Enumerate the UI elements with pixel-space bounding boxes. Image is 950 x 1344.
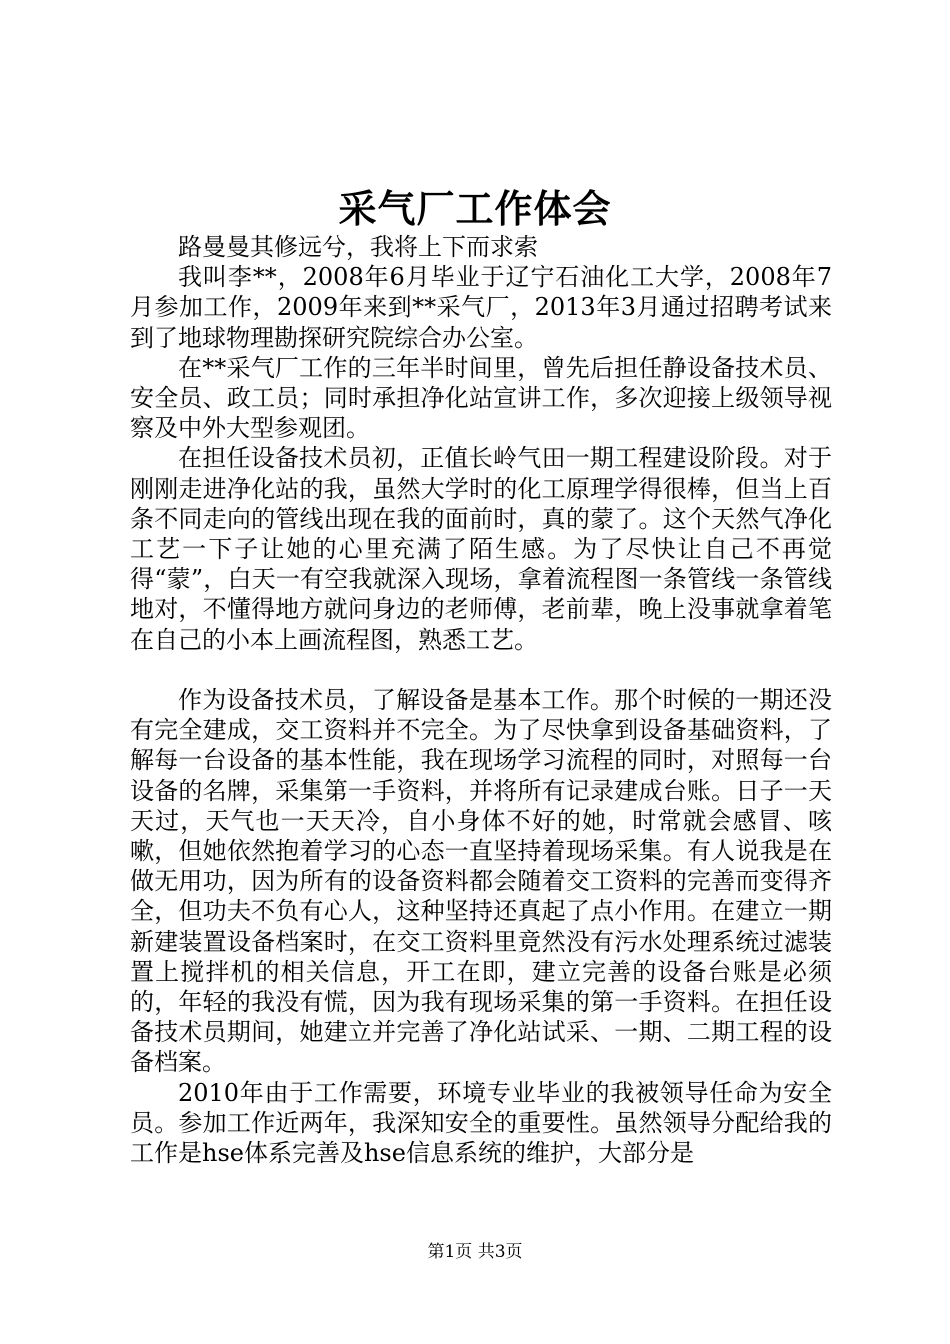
paragraph-technician-start: 在担任设备技术员初，正值长岭气田一期工程建设阶段。对于刚刚走进净化站的我，虽然大学时的化工原理学得很棒，但当上百条不同走向的管线出现在我的面前时，真的蒙了。这个天然气净化工艺一下子让她的心里充满了陌生感。为了尽快让自己不再觉得“蒙”，白天一有空我就深入现场，拿着流程图一条管线一条管线地对，不懂得地方就问身边的老师傅，老前辈，晚上没事就拿着笔在自己的小本上画流程图，熟悉工艺。: [130, 444, 832, 654]
document-title: 采气厂工作体会: [338, 186, 612, 231]
page-footer: 第1页 共3页: [427, 1242, 523, 1262]
paragraph-equipment: 作为设备技术员，了解设备是基本工作。那个时候的一期还没有完全建成，交工资料并不完全。为了尽快拿到设备基础资料，了解每一台设备的基本性能，我在现场学习流程的同时，对照每一台设备的名牌，采集第一手资料，并将所有记录建成台账。日子一天天过，天气也一天天冷，自小身体不好的她，时常就会感冒、咳嗽，但她依然抱着学习的心态一直坚持着现场采集。有人说我是在做无用功，因为所有的设备资料都会随着交工资料的完善而变得齐全，但功夫不负有心人，这种坚持还真起了点小作用。在建立一期新建装置设备档案时，在交工资料里竟然没有污水处理系统过滤装置上搅拌机的相关信息，开工在即，建立完善的设备台账是必须的，年轻的我没有慌，因为我有现场采集的第一手资料。在担任设备技术员期间，她建立并完善了净化站试采、一期、二期工程的设备档案。: [130, 686, 832, 1077]
document-body: [130, 232, 832, 1168]
paragraph-safety: 2010年由于工作需要，环境专业毕业的我被领导任命为安全员。参加工作近两年，我深知安全的重要性。虽然领导分配给我的工作是hse体系完善及hse信息系统的维护，大部分是: [130, 1078, 832, 1168]
paragraph-motto: 路曼曼其修远兮，我将上下而求索: [178, 233, 538, 261]
paragraph-blank: [130, 655, 832, 685]
paragraph-roles: 在**采气厂工作的三年半时间里，曾先后担任静设备技术员、安全员、政工员；同时承担净化站宣讲工作，多次迎接上级领导视察及中外大型参观团。: [130, 353, 832, 443]
paragraph-intro: 我叫李**，2008年6月毕业于辽宁石油化工大学，2008年7月参加工作，2009年来到**采气厂，2013年3月通过招聘考试来到了地球物理勘探研究院综合办公室。: [130, 263, 832, 352]
